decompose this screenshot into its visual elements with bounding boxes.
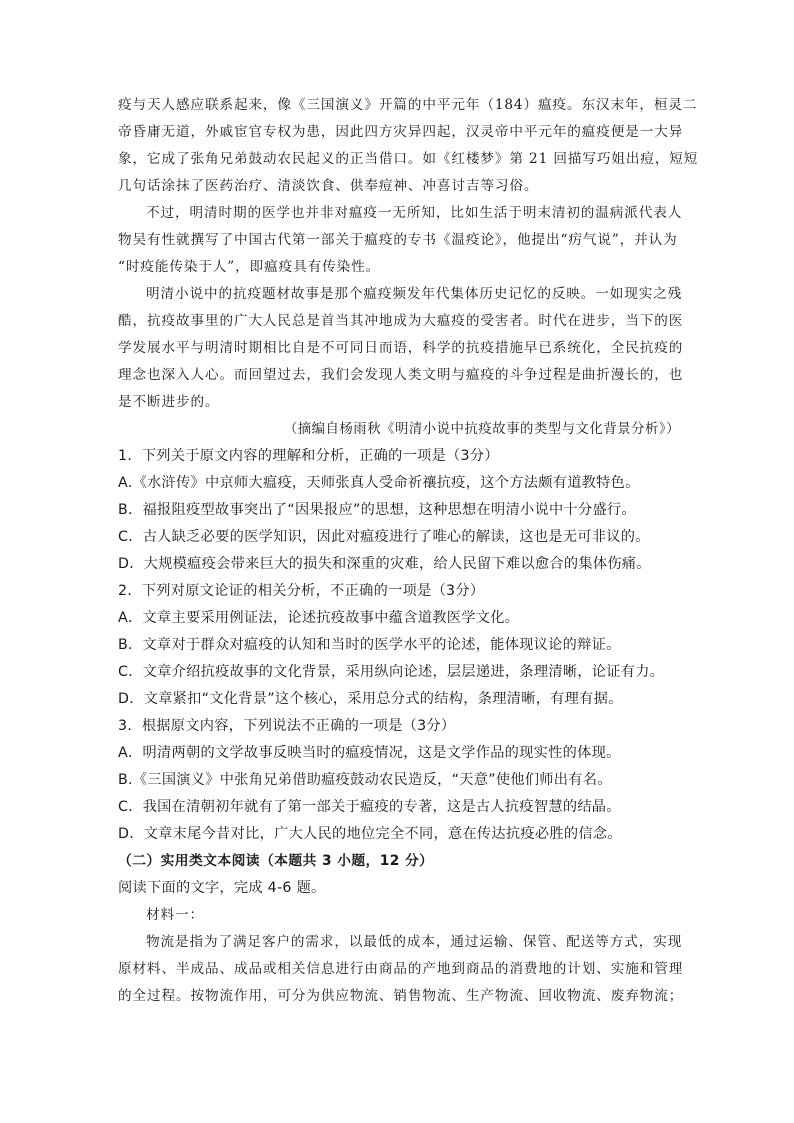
question-stem: 2．下列对原文论证的相关分析，不正确的一项是（3分） <box>118 583 485 599</box>
option-c: C．我国在清朝初年就有了第一部关于瘟疫的专著，这是古人抗疫智慧的结晶。 <box>118 799 621 815</box>
passage-line: 物吴有性就撰写了中国古代第一部关于瘟疫的专书《温疫论》，他提出“疠气说”，并认为 <box>118 232 678 248</box>
passage-line: 理念也深入人心。而回望过去，我们会发现人类文明与瘟疫的斗争过程是曲折漫长的，也 <box>118 367 684 383</box>
passage-line: 不过，明清时期的医学也并非对瘟疫一无所知，比如生活于明末清初的温病派代表人 <box>146 205 683 221</box>
passage-line: 学发展水平与明清时期相比自是不可同日而语，科学的抗疫措施早已系统化，全民抗疫的 <box>118 340 684 356</box>
document-page <box>118 92 699 1010</box>
passage-line: 明清小说中的抗疫题材故事是那个瘟疫频发年代集体历史记忆的反映。一如现实之残 <box>146 286 683 302</box>
question-stem: 1．下列关于原文内容的理解和分析，正确的一项是（3分） <box>118 448 499 464</box>
material-line: 物流是指为了满足客户的需求，以最低的成本，通过运输、保管、配送等方式，实现 <box>146 934 683 950</box>
passage-line: 几句话涂抹了医药治疗、清淡饮食、供奉痘神、冲喜讨吉等习俗。 <box>118 178 539 194</box>
passage-line: “时疫能传染于人”，即瘟疫具有传染性。 <box>118 259 381 275</box>
option-d: D．文章末尾今昔对比，广大人民的地位完全不同，意在传达抗疫必胜的信念。 <box>118 826 622 842</box>
passage-line: 酷，抗疫故事里的广大人民总是首当其冲地成为大瘟疫的受害者。时代在进步，当下的医 <box>118 313 684 329</box>
option-c: C．古人缺乏必要的医学知识，因此对瘟疫进行了唯心的解读，这也是无可非议的。 <box>118 529 650 545</box>
option-a: A．明清两朝的文学故事反映当时的瘟疫情况，这是文学作品的现实性的体现。 <box>118 745 621 761</box>
option-b: B．福报阻疫型故事突出了“因果报应”的思想，这种思想在明清小说中十分盛行。 <box>118 502 636 518</box>
option-d: D．大规模瘟疫会带来巨大的损失和深重的灾难，给人民留下难以愈合的集体伤痛。 <box>118 556 651 572</box>
option-c: C．文章介绍抗疫故事的文化背景，采用纵向论述，层层递进，条理清晰，论证有力。 <box>118 664 665 680</box>
section-heading: （二）实用类文本阅读（本题共 3 小题，12 分） <box>118 853 434 869</box>
option-a: A.《水浒传》中京师大瘟疫，天师张真人受命祈禳抗疫，这个方法颇有道教特色。 <box>118 475 640 491</box>
passage-line: 是不断进步的。 <box>118 394 220 410</box>
passage-line: 象，它成了张角兄弟鼓动农民起义的正当借口。如《红楼梦》第 21 回描写巧姐出痘，短短 <box>118 151 699 167</box>
material-line: 的全过程。按物流作用，可分为供应物流、销售物流、生产物流、回收物流、废弃物流； <box>118 988 684 1004</box>
section-instruction: 阅读下面的文字，完成 4-6 题。 <box>118 880 326 896</box>
option-b: B.《三国演义》中张角兄弟借助瘟疫鼓动农民造反，“天意”使他们师出有名。 <box>118 772 612 788</box>
option-a: A．文章主要采用例证法，论述抗疫故事中蕴含道教医学文化。 <box>118 610 520 626</box>
question-stem: 3．根据原文内容，下列说法不正确的一项是（3分） <box>118 718 456 734</box>
option-b: B．文章对于群众对瘟疫的认知和当时的医学水平的论述，能体现议论的辩证。 <box>118 637 621 653</box>
passage-source: （摘编自杨雨秋《明清小说中抗疫故事的类型与文化背景分析》） <box>283 422 680 437</box>
passage-line: 帝昏庸无道，外戚宦官专权为患，因此四方灾异四起，汉灵帝中平元年的瘟疫便是一大异 <box>118 124 684 140</box>
material-label: 材料一： <box>146 907 204 923</box>
passage-line: 疫与天人感应联系起来，像《三国演义》开篇的中平元年（184）瘟疫。东汉末年，桓灵二 <box>118 97 698 113</box>
option-d: D．文章紧扣“文化背景”这个核心，采用总分式的结构，条理清晰，有理有据。 <box>118 691 623 707</box>
material-line: 原材料、半成品、成品或相关信息进行由商品的产地到商品的消费地的计划、实施和管理 <box>118 961 684 977</box>
